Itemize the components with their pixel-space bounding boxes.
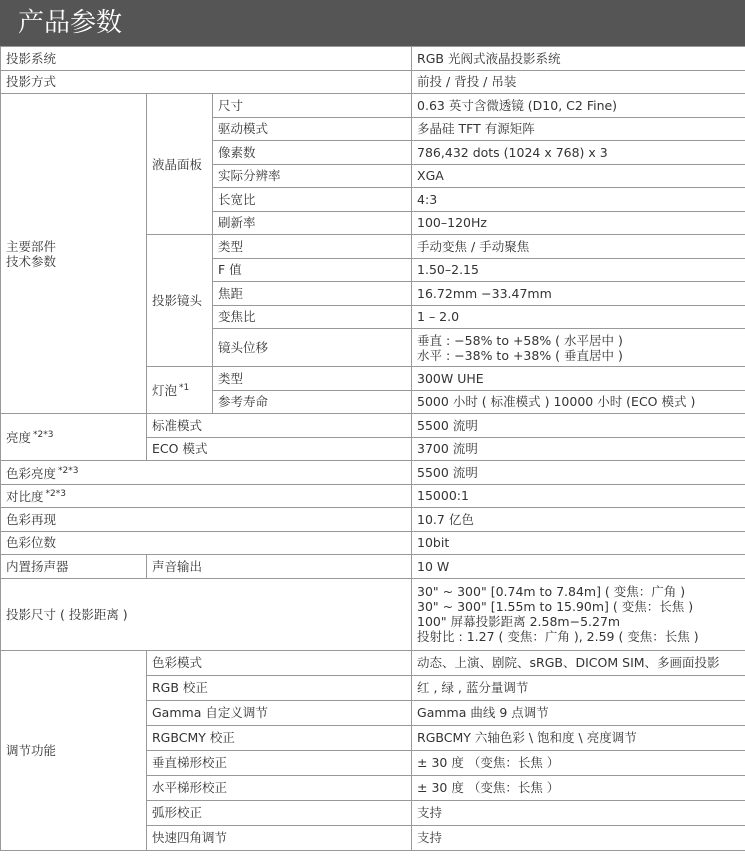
row-label [1,484,412,508]
subgroup-label-lcd: 液晶面板 [147,94,213,235]
row-value: ± 30 度 （变焦：长焦 ） [412,750,745,775]
row-label: 水平梯形校正 [147,775,412,800]
subgroup-label-lamp [147,367,213,414]
row-value: 10 W [412,555,745,579]
row-label: 驱动模式 [213,117,412,141]
group-label-brightness [1,414,147,461]
row-value [412,329,745,367]
row-value: 10bit [412,531,745,555]
row-label: 像素数 [213,141,412,165]
footnote-mark: *2*3 [45,489,66,500]
row-label: 垂直梯形校正 [147,750,412,775]
value-line: 垂直 : −58% to +58% ( 水平居中 ) [417,332,623,348]
row-value: 10.7 亿色 [412,508,745,532]
row-label: 投影系统 [1,47,412,71]
row-label: 标准模式 [147,414,412,438]
lamp-label-text: 灯泡 [152,383,178,399]
row-value: 100–120Hz [412,211,745,235]
row-value: 支持 [412,825,745,850]
row-label: 尺寸 [213,94,412,118]
row-label: 参考寿命 [213,390,412,414]
row-value: 5500 流明 [412,414,745,438]
row-label: Gamma 自定义调节 [147,700,412,725]
table-row [1,531,745,555]
table-row [1,414,745,438]
row-label: 刷新率 [213,211,412,235]
row-label: 投影方式 [1,70,412,94]
footnote-mark: *1 [179,383,190,394]
row-label: 长宽比 [213,188,412,212]
row-label: 色彩再现 [1,508,412,532]
row-value: RGBCMY 六轴色彩 \ 饱和度 \ 亮度调节 [412,725,745,750]
row-value [412,578,745,650]
contrast-label-text: 对比度 [6,489,44,505]
row-value: 5500 流明 [412,461,745,485]
table-row [1,650,745,675]
row-label: 内置扬声器 [1,555,147,579]
value-line: 投射比 : 1.27 ( 变焦：广角 ), 2.59 ( 变焦：长焦 ) [417,629,699,644]
row-value: RGB 光阀式液晶投影系统 [412,47,745,71]
row-value: 1.50–2.15 [412,258,745,282]
row-value: 4:3 [412,188,745,212]
row-value: 15000:1 [412,484,745,508]
group-label-adjust: 调节功能 [1,650,147,850]
row-value: Gamma 曲线 9 点调节 [412,700,745,725]
row-value: 前投 / 背投 / 吊装 [412,70,745,94]
footnote-mark: *2*3 [58,465,79,476]
group-label-line: 主要部件 [6,238,57,254]
row-value: 支持 [412,800,745,825]
row-value: 3700 流明 [412,437,745,461]
table-row [1,508,745,532]
row-label: 投影尺寸 ( 投影距离 ) [1,578,412,650]
row-value: XGA [412,164,745,188]
row-value: ± 30 度 （变焦：长焦 ） [412,775,745,800]
row-value: 5000 小时 ( 标准模式 ) 10000 小时 (ECO 模式 ) [412,390,745,414]
group-label-main [1,94,147,414]
table-row [1,70,745,94]
row-label [1,461,412,485]
color-brightness-label-text: 色彩亮度 [6,465,57,481]
row-label: 弧形校正 [147,800,412,825]
row-label: 实际分辨率 [213,164,412,188]
table-row [1,578,745,650]
subgroup-label-lens: 投影镜头 [147,235,213,367]
row-label: 焦距 [213,282,412,306]
row-value: 0.63 英寸含微透镜 (D10, C2 Fine) [412,94,745,118]
row-label: 类型 [213,367,412,391]
row-label: ECO 模式 [147,437,412,461]
row-sublabel: 声音输出 [147,555,412,579]
row-value: 1 – 2.0 [412,305,745,329]
row-label: 变焦比 [213,305,412,329]
row-label: F 值 [213,258,412,282]
row-label: 色彩模式 [147,650,412,675]
row-label: RGB 校正 [147,675,412,700]
spec-table [0,46,745,851]
row-value: 红 , 绿 , 蓝分量调节 [412,675,745,700]
row-label: 类型 [213,235,412,259]
row-value: 动态、上演、剧院、sRGB、DICOM SIM、多画面投影 [412,650,745,675]
value-line: 水平 : −38% to +38% ( 垂直居中 ) [417,347,623,363]
brightness-label-text: 亮度 [6,430,32,446]
row-label: 色彩位数 [1,531,412,555]
row-label: 镜头位移 [213,329,412,367]
row-label: 快速四角调节 [147,825,412,850]
group-label-line: 技术参数 [6,253,57,269]
table-row [1,555,745,579]
row-value: 16.72mm −33.47mm [412,282,745,306]
footnote-mark: *2*3 [33,430,54,441]
table-row [1,47,745,71]
value-line: 30" ~ 300" [0.74m to 7.84m] ( 变焦：广角 ) [417,584,686,599]
table-row [1,484,745,508]
table-row [1,94,745,118]
table-row [1,461,745,485]
value-line: 100" 屏幕投影距离 2.58m−5.27m [417,614,621,629]
row-value: 786,432 dots (1024 x 768) x 3 [412,141,745,165]
row-value: 300W UHE [412,367,745,391]
row-value: 多晶硅 TFT 有源矩阵 [412,117,745,141]
row-label: RGBCMY 校正 [147,725,412,750]
row-value: 手动变焦 / 手动聚焦 [412,235,745,259]
page-title: 产品参数 [0,0,745,46]
value-line: 30" ~ 300" [1.55m to 15.90m] ( 变焦：长焦 ) [417,599,694,614]
